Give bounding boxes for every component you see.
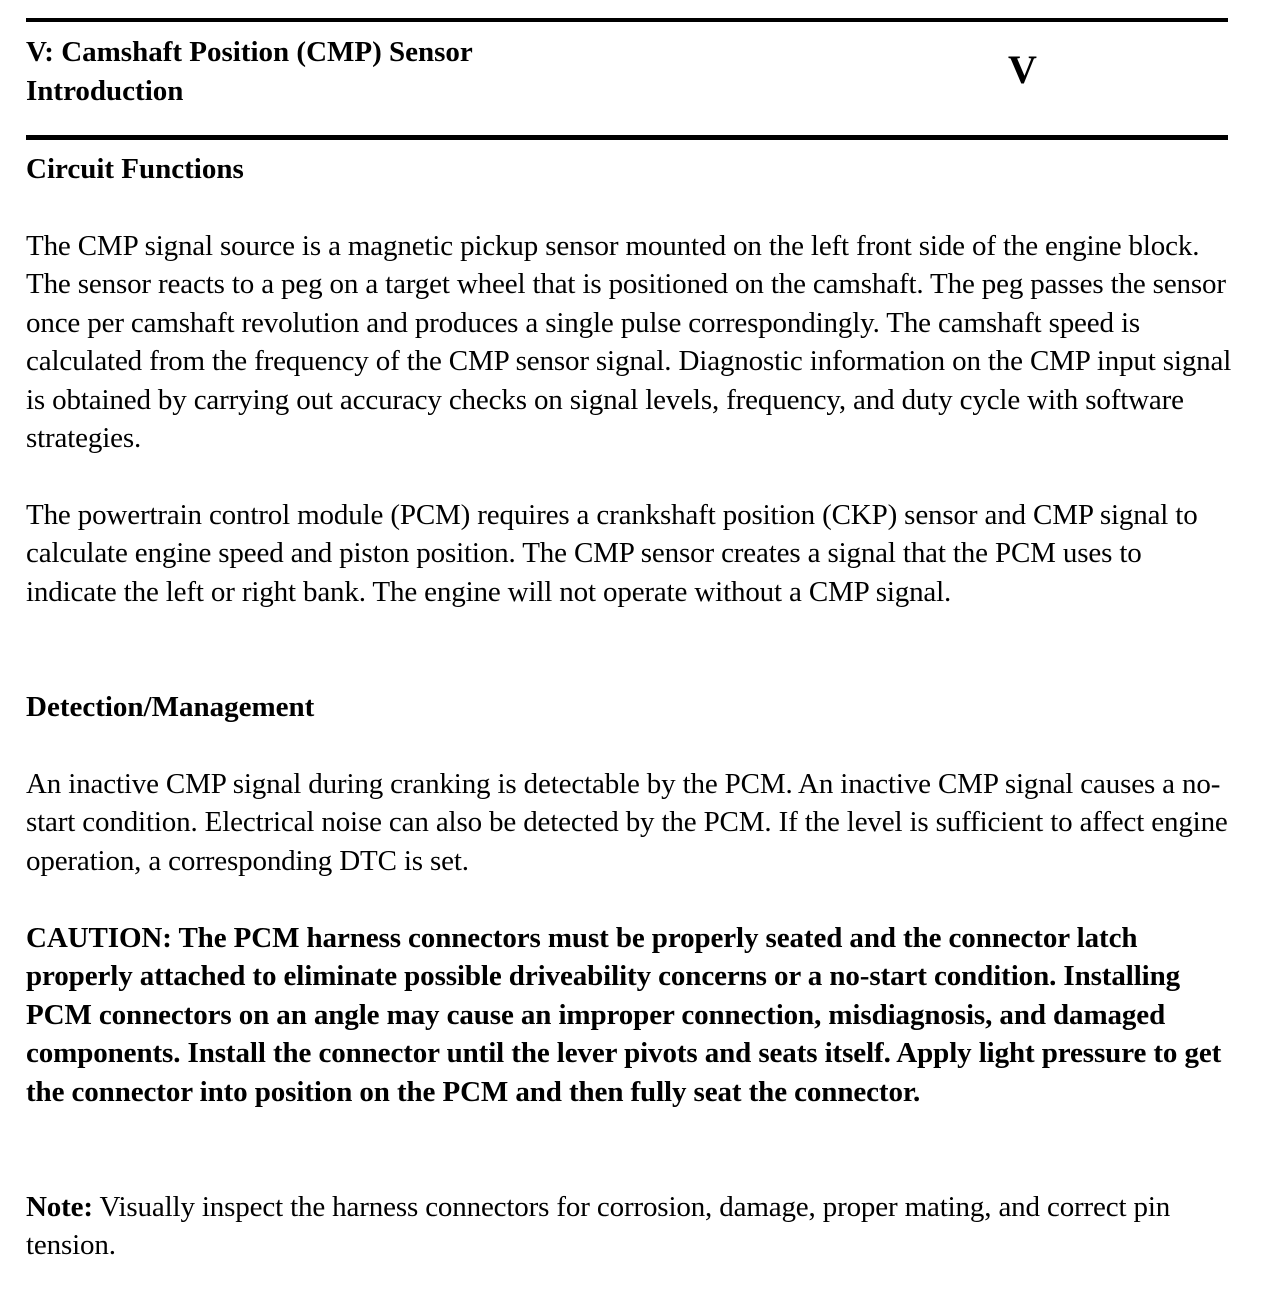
- header-bottom-rule: [26, 135, 1228, 140]
- detection-management-heading: Detection/Management: [26, 691, 315, 723]
- section-letter: V: [1008, 47, 1037, 92]
- detection-management-paragraph-1: An inactive CMP signal during cranking is detectable by the PCM. An inactive CMP signal causes a no-start condition. Electrical noise can also be detected by the PCM. If the level is sufficient to affect engine operation, a corresponding DTC is set.: [26, 768, 1228, 877]
- page-title-line-1: V: Camshaft Position (CMP) Sensor: [26, 36, 473, 68]
- note-label: Note:: [26, 1191, 93, 1223]
- circuit-functions-paragraph-1: The CMP signal source is a magnetic pickup sensor mounted on the left front side of the engine block. The sensor reacts to a peg on a target wheel that is positioned on the camshaft. The peg passes the sensor once per camshaft revolution and produces a single pulse correspondingly. The camshaft speed is calculated from the frequency of the CMP sensor signal. Diagnostic information on the CMP input signal is obtained by carrying out accuracy checks on signal levels, frequency, and duty cycle with software strategies.: [26, 230, 1232, 455]
- caution-paragraph: CAUTION: The PCM harness connectors must be properly seated and the connector latch properly attached to eliminate possible driveability concerns or a no-start condition. Installing PCM connectors on an angle may cause an improper connection, misdiagnosis, and damaged components. Install the connector until the lever pivots and seats itself. Apply light pressure to get the connector into position on the PCM and then fully seat the connector.: [26, 922, 1222, 1108]
- header-top-rule: [26, 18, 1228, 22]
- circuit-functions-heading: Circuit Functions: [26, 153, 244, 185]
- page-title-line-2: Introduction: [26, 75, 184, 107]
- circuit-functions-paragraph-2: The powertrain control module (PCM) requires a crankshaft position (CKP) sensor and CMP signal to calculate engine speed and piston position. The CMP sensor creates a signal that the PCM uses to indicate the left or right bank. The engine will not operate without a CMP signal.: [26, 499, 1198, 608]
- note-text: Visually inspect the harness connectors for corrosion, damage, proper mating, and correct pin tension.: [26, 1191, 1171, 1262]
- page-title: [26, 33, 726, 111]
- note-paragraph: [26, 1188, 1236, 1265]
